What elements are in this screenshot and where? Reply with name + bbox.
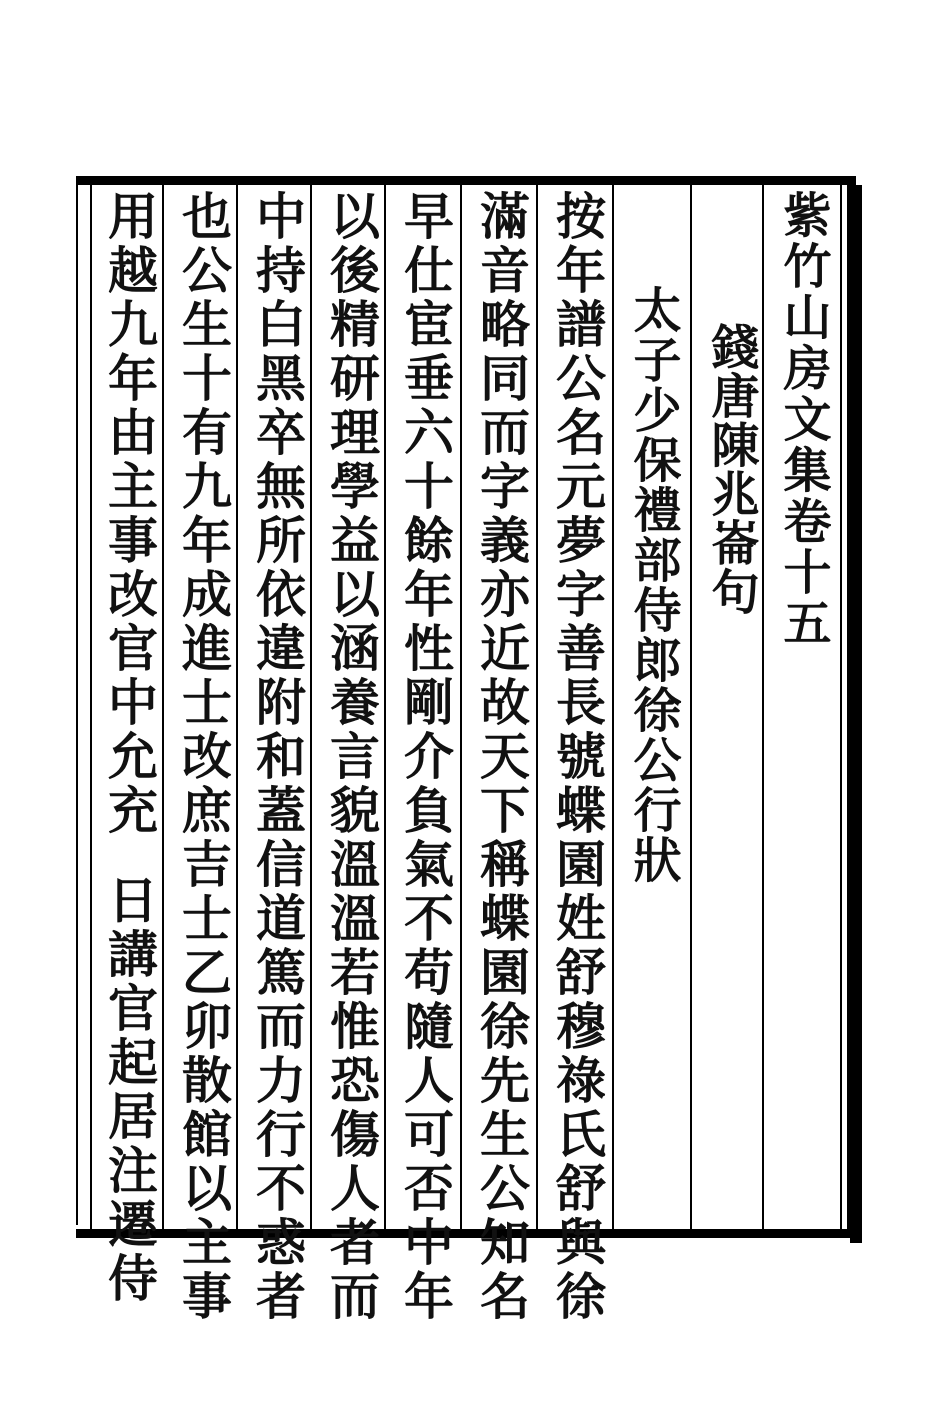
- author-column: [694, 190, 768, 1220]
- text-line: 中持白黑卒無所依違附和蓋信道篤而力行不惑者: [248, 190, 307, 1324]
- gutter-margin: [76, 185, 90, 1225]
- essay-heading: 太子少保禮部侍郎徐公行狀: [625, 285, 681, 885]
- heading-column: [616, 190, 690, 1220]
- title-column: [766, 190, 840, 1220]
- collection-title: 紫竹山房文集卷十五: [775, 190, 831, 649]
- text-column-2: [464, 190, 538, 1324]
- text-line-bottom: 日講官起居注遷侍: [100, 874, 159, 1306]
- text-line: 滿音略同而字義亦近故天下稱蝶園徐先生公知名: [472, 190, 531, 1324]
- text-column-7: [92, 190, 166, 1306]
- text-column-5: [240, 190, 314, 1324]
- frame-edge: [850, 185, 862, 1243]
- text-column-3: [388, 190, 462, 1324]
- column-rule: [840, 185, 842, 1229]
- text-column-1: [540, 190, 614, 1324]
- text-line: 早仕宦垂六十餘年性剛介負氣不苟隨人可否中年: [396, 190, 455, 1324]
- text-column-6: [166, 190, 240, 1324]
- author-line: 錢唐陳兆崙句: [703, 322, 759, 616]
- text-line: 也公生十有九年成進士改庶吉士乙卯散館以主事: [174, 190, 233, 1324]
- column-rule: [690, 185, 692, 1229]
- text-line: 按年譜公名元夢字善長號蝶園姓舒穆祿氏舒與徐: [548, 190, 607, 1324]
- text-line-top: 用越九年由主事改官中允充: [100, 190, 159, 838]
- text-column-4: [314, 190, 388, 1324]
- text-line: 以後精研理學益以涵養言貌溫溫若惟恐傷人者而: [322, 190, 381, 1324]
